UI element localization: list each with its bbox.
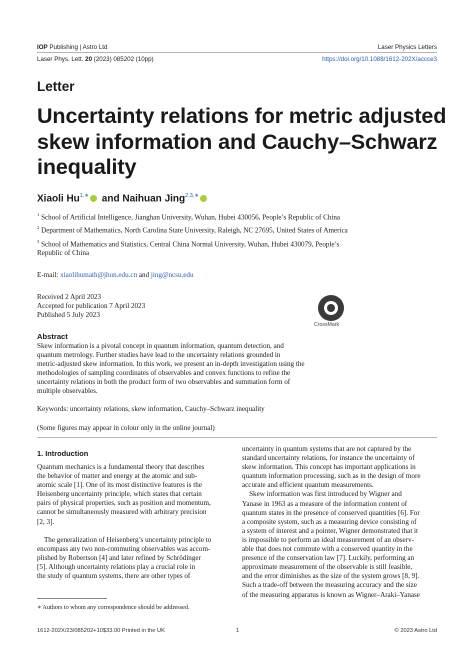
section-rule <box>37 437 437 438</box>
publisher-extra: | Astro Ltd <box>79 44 108 51</box>
author-1-affil[interactable]: 1,∗ <box>79 193 89 199</box>
colour-note: (Some figures may appear in colour only in the online journal) <box>37 424 215 432</box>
keywords: Keywords: uncertainty relations, skew information, Cauchy–Schwarz inequality <box>37 405 265 413</box>
abstract-heading: Abstract <box>37 332 68 341</box>
author-list: Xiaoli $Hu^{1,∗}$ and Naihuan Jing$^{2,3,∗}$ <box>37 193 209 204</box>
journal-name: Laser Physics Letters <box>377 44 437 51</box>
publisher-line <box>37 44 107 51</box>
orcid-icon[interactable] <box>200 195 207 202</box>
email-link-2[interactable]: jing@ncsu.edu <box>150 271 194 279</box>
orcid-icon[interactable] <box>90 195 97 202</box>
header-rule <box>37 52 437 53</box>
paper-title: Uncertainty relations for metric adjusted skew information and Cauchy–Schwarz inequality <box>37 104 447 179</box>
affiliations <box>37 210 362 258</box>
affiliation: $^3$ School of Mathematics and Statistics, Central China Normal University, Wuhan, Hubei 430079, People’s Republic of China <box>37 238 340 258</box>
page-number: 1 <box>236 628 240 634</box>
publisher-rest: Publishing <box>47 44 78 51</box>
author-2: Naihuan Jing <box>122 193 186 205</box>
section-heading: 1. Introduction <box>37 449 89 458</box>
publisher-bold: IOP <box>37 44 48 51</box>
citation: Laser Phys. Lett. 20 (2023) 085202 (10pp) <box>37 56 154 63</box>
article-type: Letter <box>37 79 75 94</box>
email-line: E-mail: xiaolihumath@jhun.edu.cn and jing@ncsu.edu <box>37 271 194 279</box>
abstract-text: Skew information is a pivotal concept in quantum information, quantum detection, and quantum metrology. Further studies have lead to the uncertainty relations grounded in metric-adjusted skew information. In this work, we present an in-depth investigation using the methodologies of sampling coordinates of observables and convex functions to refine the uncertainty relations in both the product form of two observables and summation form of multiple observables. <box>37 342 305 396</box>
footer-code: 1612-202X/23/085202+10$33.00 Printed in the UK <box>37 628 165 634</box>
publication-dates: Received 2 April 2023 Accepted for publication 7 April 2023 Published 5 July 2023 <box>37 293 146 319</box>
crossmark-label[interactable]: CrossMark <box>314 322 340 328</box>
left-column: Quantum mechanics is a fundamental theory that describes the behavior of matter and energy at the atomic and sub- atomic scale [1]. One of its most distinctive features is the Heisenberg uncertainty principle, which states that certain pairs of physical properties, such as position and momentum, cannot be simultaneously measured with arbitrary precision [2, 3]. The generalization of Heisenberg’s uncertainty principle to encompass any two non-commuting observables was accom- plished by Robertson [4] and later refined by Schrödinger [5]. Although uncertainty relations play a crucial role in the study of quantum systems, there are other types of <box>37 463 212 581</box>
footnote: ∗ Authors to whom any correspondence should be addressed. <box>37 604 190 611</box>
affiliation: $^1$ School of Artificial Intelligence, Jianghan University, Wuhan, Hubei 430056, People’s Republic of China <box>37 212 341 222</box>
author-2-affil[interactable]: 2,3,∗ <box>185 193 199 199</box>
crossmark-icon[interactable] <box>318 295 344 321</box>
copyright: © 2023 Astro Ltd <box>394 628 437 634</box>
affiliation: $^2$ Department of Mathematics, North Carolina State University, Raleigh, NC 27695, United States of America <box>37 225 348 235</box>
email-link-1[interactable]: xiaolihumath@jhun.edu.cn <box>60 271 138 279</box>
right-column: uncertainty in quantum systems that are not captured by the standard uncertainty relations, for instance the uncertainty of skew information. This concept has important applications in quantum information processing, such as in the design of more accurate and efficient quantum measurements. Skew information was first introduced by Wigner and Yanase in 1963 as a measure of the information content of quantum states in the presence of conserved quantities [6]. For a composite system, such as a measuring device consisting of a system of interest and a pointer, Wigner demonstrated that it is impossible to perform an ideal measurement of an observ- able that does not commute with a conserved quantity in the presence of the conservation law [7]. Luckily, performing an approximate measurement of the observable is still feasible, and the error diminishes as the size of the system grows [8, 9]. Such a trade-off between the measuring accuracy and the size of the measuring apparatus is known as Wigner–Araki–Yanase <box>242 445 421 599</box>
author-1: Xiaoli Hu <box>37 193 80 205</box>
doi-link[interactable]: https://doi.org/10.1088/1612-202X/accce3 <box>322 56 437 63</box>
footnote-rule <box>37 598 107 599</box>
